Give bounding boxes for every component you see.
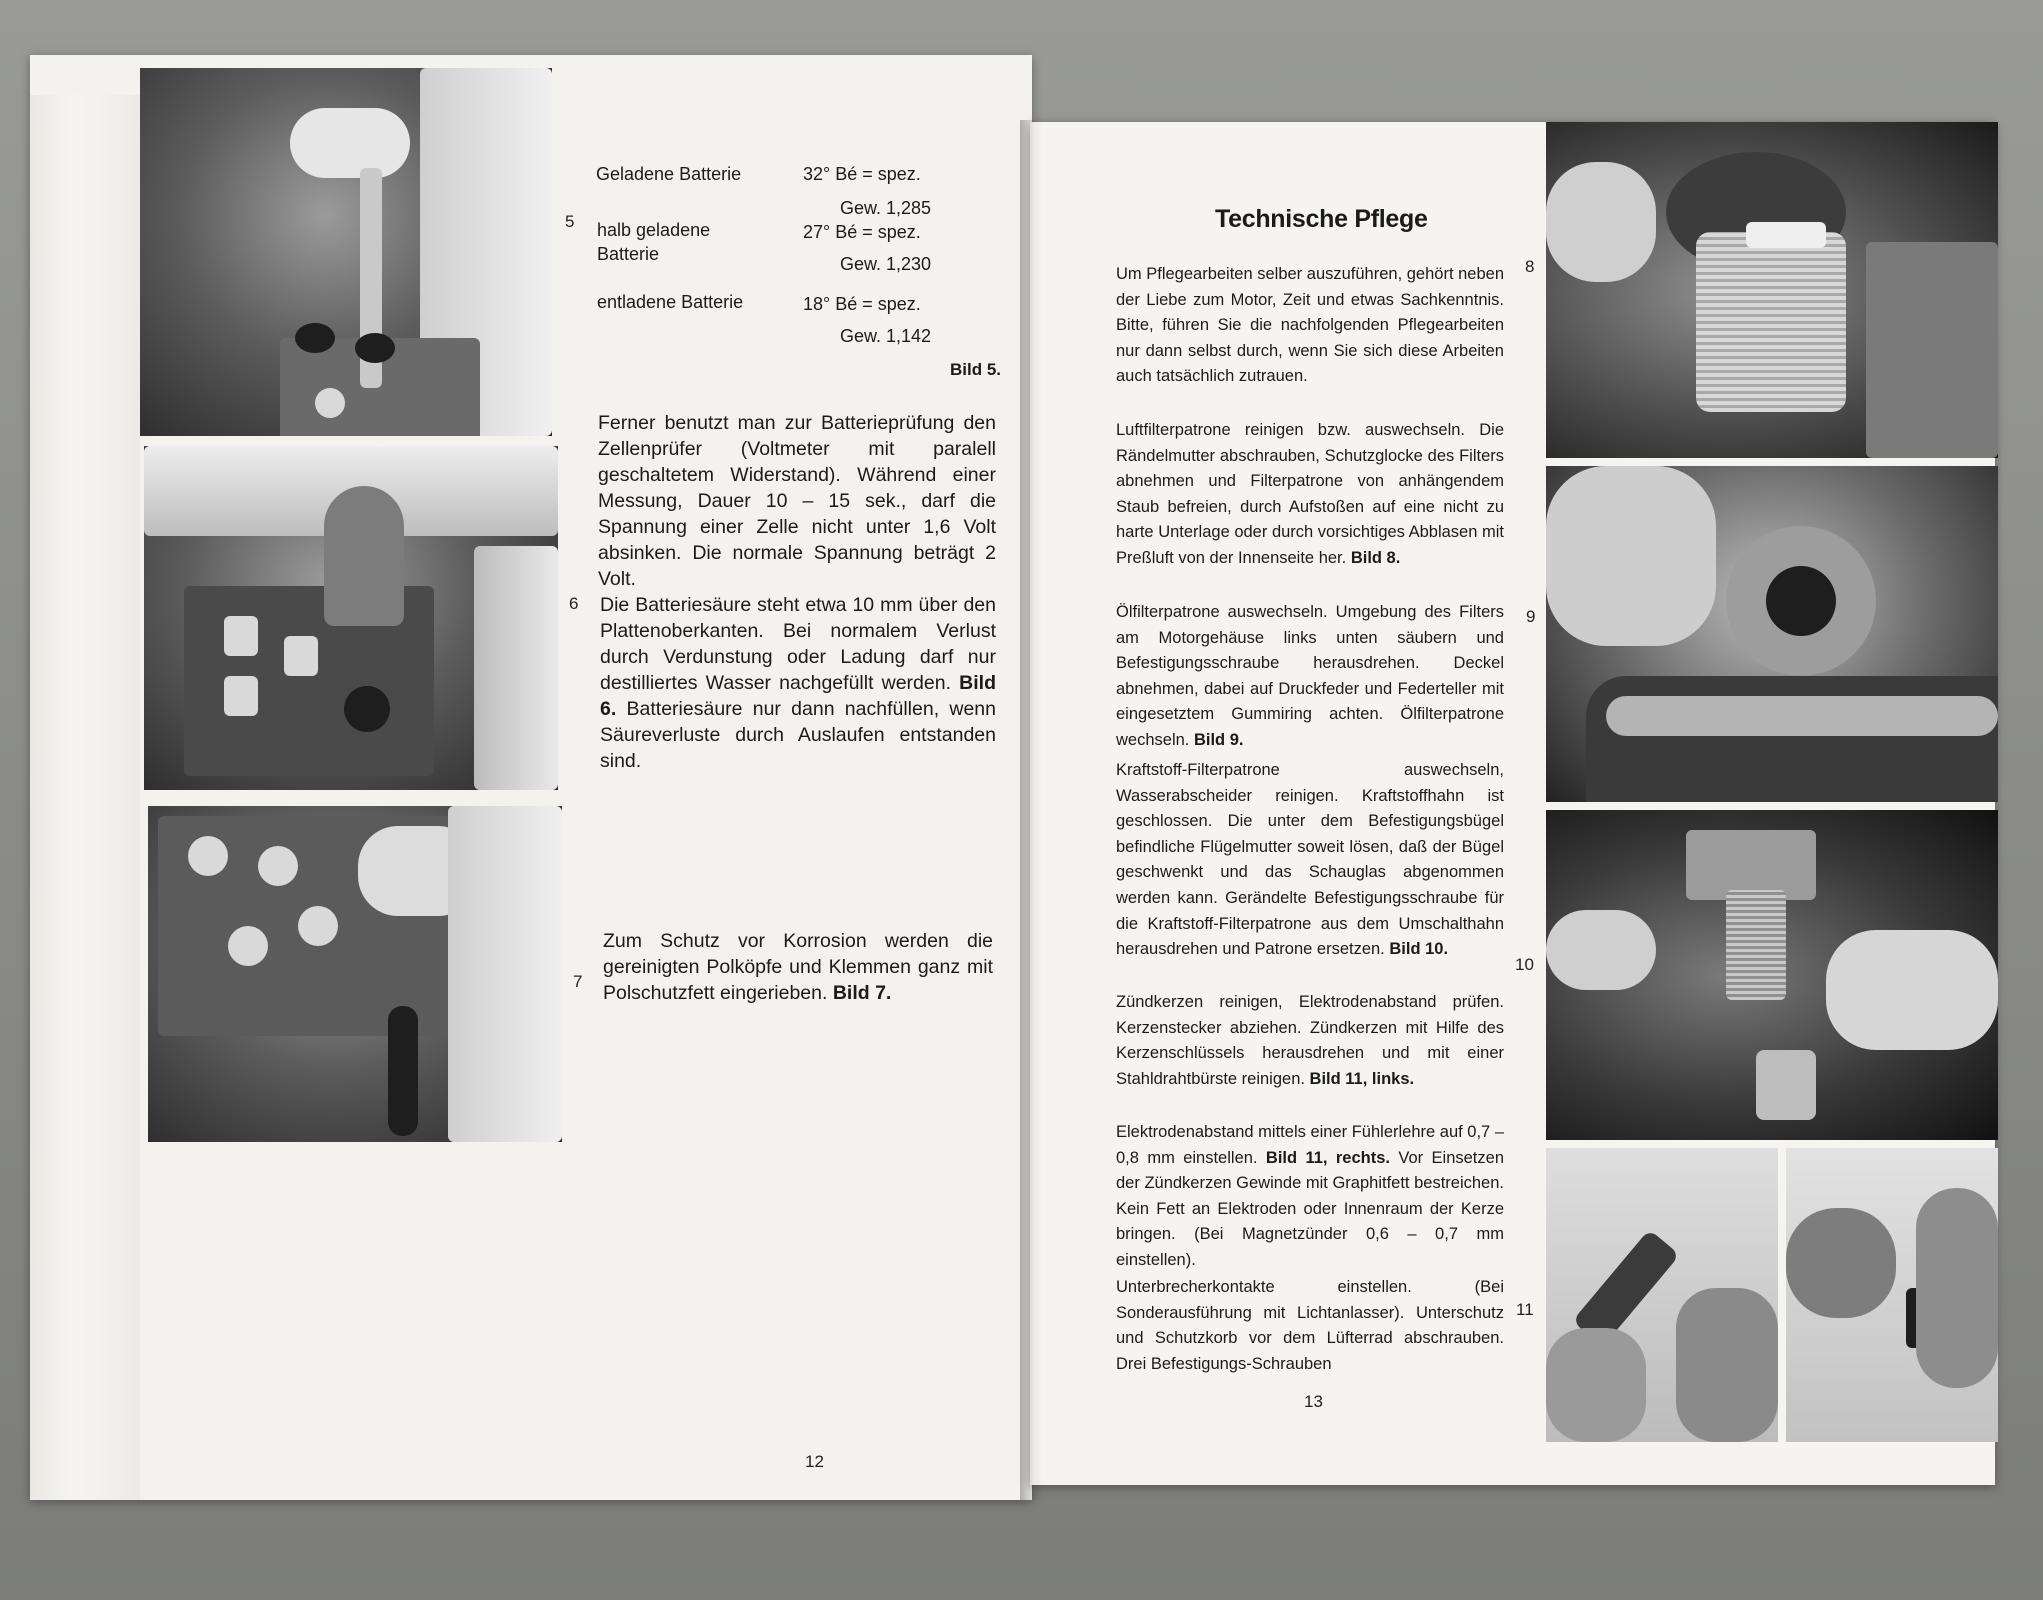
paragraph-batteriesaeure <box>600 592 996 774</box>
battery-value-line2: Gew. 1,230 <box>840 254 932 274</box>
page-number-12: 12 <box>805 1452 824 1471</box>
figure-reference: Bild 9. <box>1193 730 1244 749</box>
photo-battery-hydrometer <box>140 68 552 436</box>
battery-label: Geladene Batterie <box>596 164 742 184</box>
battery-value-line2: Gew. 1,285 <box>840 198 932 218</box>
paragraph-elektrodenabstand <box>1116 1120 1504 1274</box>
photo-oil-filter <box>1546 466 1998 802</box>
battery-value-line2: Gew. 1,142 <box>840 326 932 346</box>
photo-air-filter <box>1546 122 1998 458</box>
battery-value-line1: 32° Bé = spez. <box>803 164 921 184</box>
paragraph-zuendkerzen <box>1116 990 1504 1092</box>
figure-reference: Bild 11, rechts. <box>1265 1148 1390 1167</box>
book-gutter-shadow <box>1020 120 1042 1500</box>
figure-reference: Bild 10. <box>1389 940 1449 959</box>
paragraph-text: Vor Einsetzen der Zündkerzen Gewinde mit Graphitfett bestreichen. Kein Fett an Elektroden oder Innenraum der Kerze bringen. (Bei Magnetzünder 0,6 – 0,7 mm einstellen). <box>1116 1148 1504 1269</box>
figure-number-9: 9 <box>1526 607 1536 626</box>
paragraph-text: Batteriesäure nur dann nachfüllen, wenn Säureverluste durch Auslaufen entstanden sind. <box>600 698 996 772</box>
paragraph-text: Kraftstoff-Filterpatrone auswechseln, Wasserabscheider reinigen. Kraftstoffhahn ist geschlossen. Die unter dem Befestigungsbügel befindliche Flügelmutter soweit lösen, daß der Bügel geschwenkt und das Schauglas abgenommen werden kann. Gerändelte Befestigungsschraube für die Kraftstoff-Filterpatrone aus dem Umschalthahn herausdrehen und Patrone ersetzen. <box>1116 761 1504 959</box>
photo-spark-plug-left <box>1546 1148 1778 1442</box>
paragraph-unterbrecher: Unterbrecherkontakte einstellen. (Bei Sonderausführung mit Lichtanlasser). Unterschutz und Schutzkorb vor dem Lüfterrad abschrauben. Drei Befestigungs-Schrauben <box>1116 1278 1504 1373</box>
photo-spark-plug-right <box>1786 1148 1998 1442</box>
battery-label: entladene Batterie <box>597 292 744 312</box>
figure-number-11: 11 <box>1516 1300 1534 1319</box>
figure-number-10: 10 <box>1515 955 1534 974</box>
paragraph-text: Zum Schutz vor Korrosion werden die gereinigten Polköpfe und Klemmen ganz mit Polschutzfett eingerieben. <box>603 930 993 1004</box>
figure-number-7: 7 <box>573 972 583 991</box>
photo-fuel-filter <box>1546 810 1998 1140</box>
paragraph-text: Zündkerzen reinigen, Elektrodenabstand prüfen. Kerzenstecker abziehen. Zündkerzen mit Hilfe des Kerzenschlüssels herausdrehen und mit einer Stahldrahtbürste reinigen. <box>1116 993 1504 1088</box>
battery-value-line1: 18° Bé = spez. <box>803 294 921 314</box>
figure-number-6: 6 <box>569 594 579 613</box>
photo-battery-terminals <box>148 806 562 1142</box>
figure-reference: Bild 8. <box>1350 548 1401 567</box>
paragraph-korrosion <box>603 928 993 1006</box>
paragraph-intro: Um Pflegearbeiten selber auszuführen, gehört neben der Liebe zum Motor, Zeit und etwas Sachkenntnis. Bitte, führen Sie die nachfolgenden Pflegearbeiten nur dann selbst durch, wenn Sie sich diese Arbeiten auch tatsächlich zutrauen. <box>1116 265 1504 386</box>
left-page-edge <box>30 95 140 1500</box>
page-number-13: 13 <box>1304 1392 1323 1411</box>
figure-number-5: 5 <box>565 212 575 231</box>
figure-number-8: 8 <box>1525 257 1535 276</box>
battery-value-line1: 27° Bé = spez. <box>803 222 921 242</box>
paragraph-kraftstoff <box>1116 758 1504 963</box>
paragraph-luftfilter <box>1116 418 1504 572</box>
battery-label: halb geladene Batterie <box>597 220 711 264</box>
figure-reference: Bild 11, links. <box>1309 1069 1415 1088</box>
paragraph-text: Die Batteriesäure steht etwa 10 mm über den Plattenoberkanten. Bei normalem Verlust durch Verdunstung oder Ladung darf nur destilliertes Wasser nachgefüllt werden. <box>600 594 996 694</box>
paragraph-text: Luftfilterpatrone reinigen bzw. auswechseln. Die Rändelmutter abschrauben, Schutzglocke des Filters abnehmen und Filterpatrone von anhängendem Staub befreien, durch Aufstoßen auf eine nicht zu harte Unterlage oder durch vorsichtiges Abblasen mit Preßluft von der Innenseite her. <box>1116 421 1504 567</box>
paragraph-oelfilter <box>1116 600 1504 754</box>
paragraph-zellenpruefer: Ferner benutzt man zur Batterieprüfung den Zellenprüfer (Voltmeter mit paralell geschaltetem Widerstand). Während einer Messung, Dauer 10 – 15 sek., darf die Spannung einer Zelle nicht unter 1,6 Volt absinken. Die normale Spannung beträgt 2 Volt. <box>598 412 996 590</box>
figure-reference: Bild 6. <box>600 672 996 720</box>
photo-battery-refill <box>144 446 558 790</box>
paragraph-text: Ölfilterpatrone auswechseln. Umgebung des Filters am Motorgehäuse links unten säubern und Befestigungsschraube herausdrehen. Deckel abnehmen, dabei auf Druckfeder und Federteller mit eingesetztem Gummiring achten. Ölfilterpatrone wechseln. <box>1116 603 1504 749</box>
figure-reference: Bild 7. <box>832 982 892 1004</box>
table-caption: Bild 5. <box>950 360 1002 379</box>
section-heading: Technische Pflege <box>1215 205 1428 233</box>
paragraph-text: Elektrodenabstand mittels einer Fühlerlehre auf 0,7 – 0,8 mm einstellen. <box>1116 1123 1504 1167</box>
